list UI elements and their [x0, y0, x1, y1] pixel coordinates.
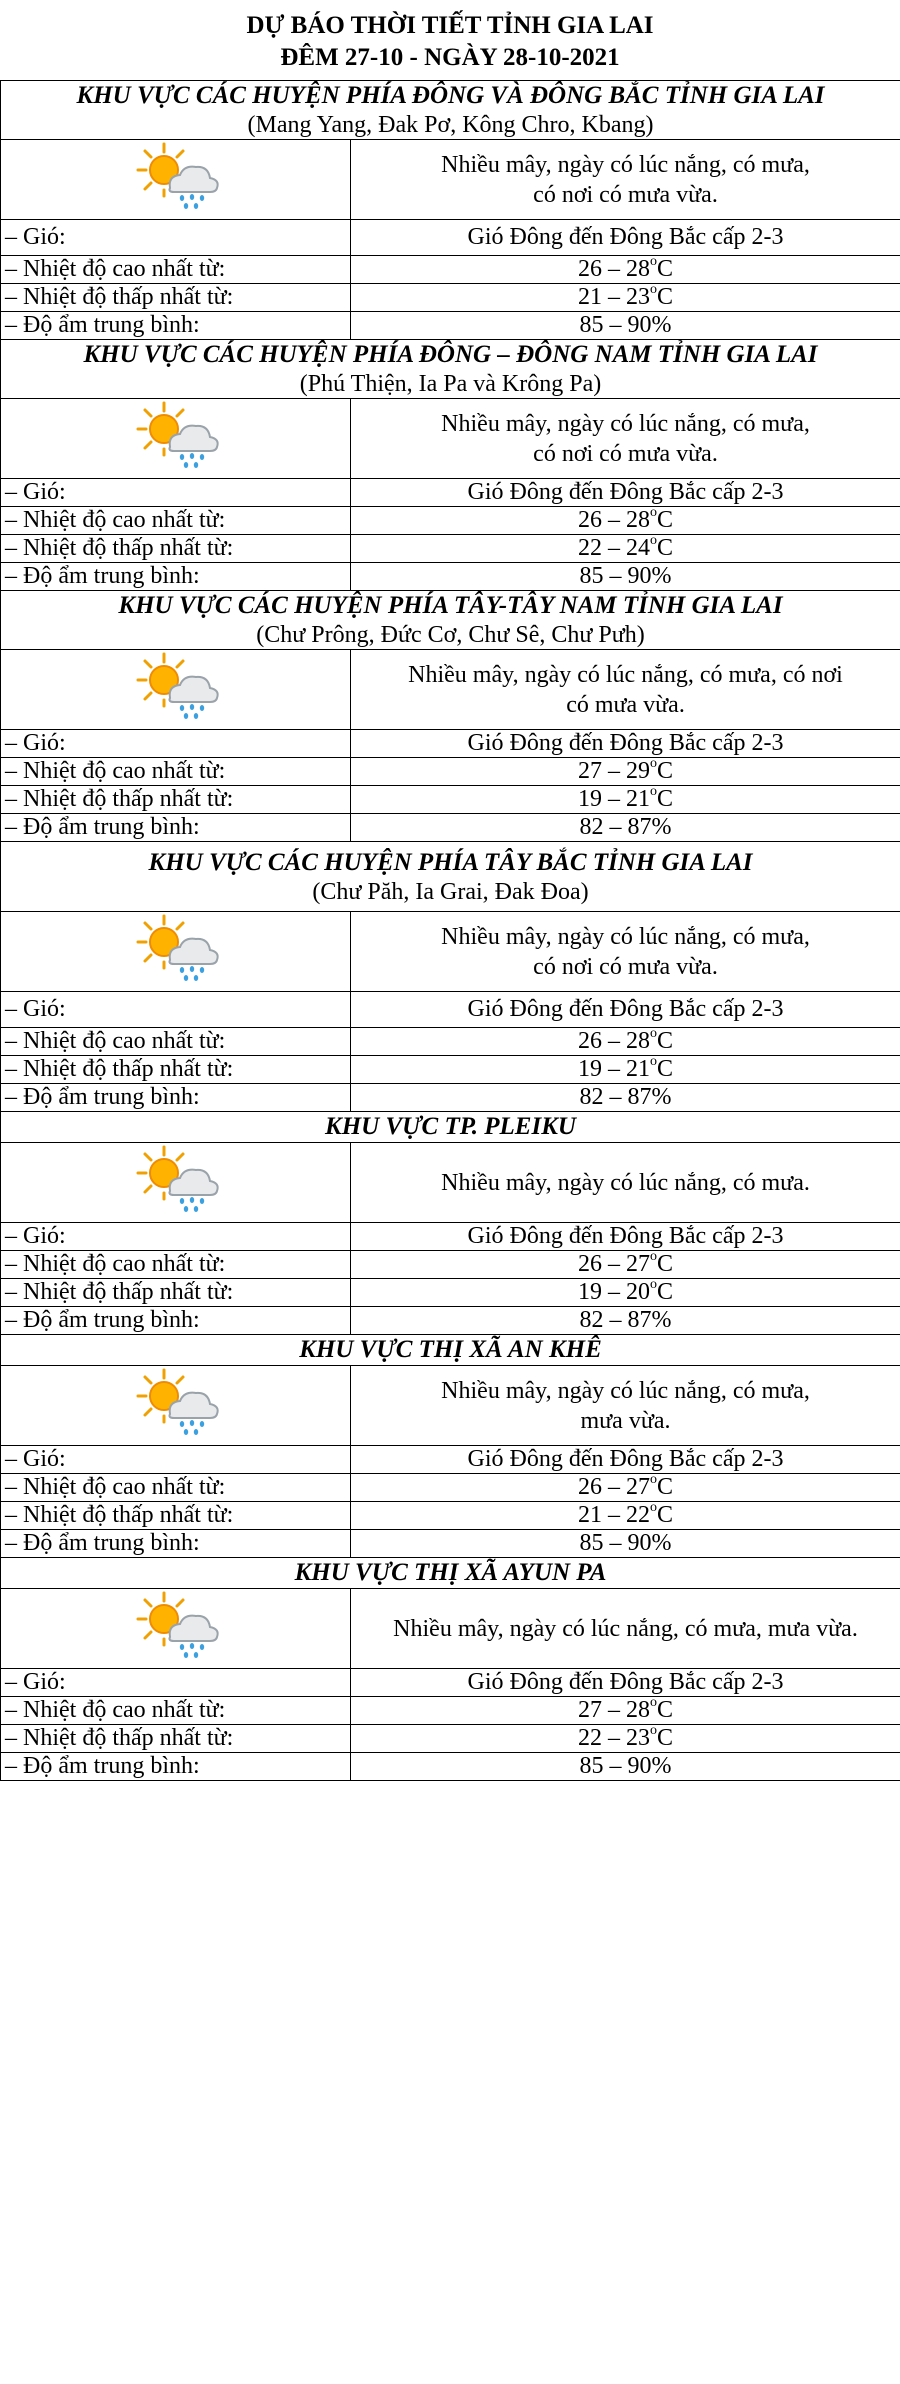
wind-row — [1, 1669, 900, 1697]
region-title: KHU VỰC TP. PLEIKU — [325, 1113, 576, 1140]
region-header-row — [1, 1335, 900, 1366]
min-temp-value — [351, 1279, 900, 1307]
degree-sup: o — [650, 1249, 657, 1264]
humidity-label: – Độ ẩm trung bình: — [1, 1084, 351, 1112]
min-temp-range: 21 – 23 — [578, 284, 650, 310]
weather-desc-line-1: Nhiều mây, ngày có lúc nắng, có mưa, — [441, 410, 810, 437]
min-temp-value — [351, 786, 900, 814]
region-header — [1, 842, 900, 912]
weather-icon-cell — [1, 1589, 351, 1669]
region-subtitle: (Phú Thiện, Ia Pa và Krông Pa) — [299, 371, 602, 397]
partly-sunny-rain-icon — [130, 1143, 222, 1215]
degree-sup: o — [650, 1723, 657, 1738]
partly-sunny-rain-icon — [130, 1366, 222, 1438]
humidity-row — [1, 1084, 900, 1112]
wind-label: – Gió: — [1, 730, 351, 758]
min-temp-row — [1, 1279, 900, 1307]
humidity-row — [1, 1307, 900, 1335]
max-temp-label: – Nhiệt độ cao nhất từ: — [1, 1474, 351, 1502]
min-temp-row — [1, 535, 900, 563]
min-temp-value — [351, 1056, 900, 1084]
temp-unit: C — [657, 1474, 674, 1500]
wind-value: Gió Đông đến Đông Bắc cấp 2-3 — [351, 1669, 900, 1697]
max-temp-value — [351, 1697, 900, 1725]
wind-value: Gió Đông đến Đông Bắc cấp 2-3 — [351, 730, 900, 758]
weather-icon-cell — [1, 1143, 351, 1223]
max-temp-range: 27 – 28 — [578, 1697, 650, 1723]
wind-label: – Gió: — [1, 1446, 351, 1474]
min-temp-row — [1, 1056, 900, 1084]
min-temp-value — [351, 1725, 900, 1753]
degree-sup: o — [650, 1695, 657, 1710]
wind-row — [1, 220, 900, 256]
min-temp-label: – Nhiệt độ thấp nhất từ: — [1, 1279, 351, 1307]
weather-desc-line-1: Nhiều mây, ngày có lúc nắng, có mưa, — [441, 151, 810, 178]
wind-label: – Gió: — [1, 479, 351, 507]
weather-desc-line-2: có nơi có mưa vừa. — [533, 181, 718, 208]
region-header — [1, 340, 900, 399]
max-temp-range: 26 – 28 — [578, 256, 650, 282]
max-temp-row — [1, 1251, 900, 1279]
weather-icon-cell — [1, 140, 351, 220]
weather-desc-line-1: Nhiều mây, ngày có lúc nắng, có mưa, — [441, 923, 810, 950]
region-header — [1, 81, 900, 140]
weather-row — [1, 912, 900, 992]
max-temp-value — [351, 1474, 900, 1502]
wind-row — [1, 1223, 900, 1251]
wind-value: Gió Đông đến Đông Bắc cấp 2-3 — [351, 220, 900, 256]
humidity-value: 85 – 90% — [351, 563, 900, 591]
temp-unit: C — [657, 256, 674, 282]
max-temp-value — [351, 1028, 900, 1056]
min-temp-row — [1, 1502, 900, 1530]
max-temp-label: – Nhiệt độ cao nhất từ: — [1, 758, 351, 786]
humidity-label: – Độ ẩm trung bình: — [1, 1307, 351, 1335]
min-temp-range: 19 – 21 — [578, 786, 650, 812]
degree-sup: o — [650, 1500, 657, 1515]
region-header-row — [1, 842, 900, 912]
min-temp-range: 22 – 24 — [578, 535, 650, 561]
weather-row — [1, 399, 900, 479]
weather-description — [351, 140, 900, 220]
temp-unit: C — [657, 1056, 674, 1082]
wind-value: Gió Đông đến Đông Bắc cấp 2-3 — [351, 1446, 900, 1474]
wind-row — [1, 479, 900, 507]
min-temp-label: – Nhiệt độ thấp nhất từ: — [1, 1725, 351, 1753]
max-temp-label: – Nhiệt độ cao nhất từ: — [1, 1251, 351, 1279]
min-temp-label: – Nhiệt độ thấp nhất từ: — [1, 1056, 351, 1084]
region-header-row — [1, 340, 900, 399]
partly-sunny-rain-icon — [130, 650, 222, 722]
region-header — [1, 1335, 900, 1366]
weather-icon-cell — [1, 1366, 351, 1446]
wind-value: Gió Đông đến Đông Bắc cấp 2-3 — [351, 992, 900, 1028]
region-title: KHU VỰC CÁC HUYỆN PHÍA TÂY-TÂY NAM TỈNH GIA LAI — [118, 592, 783, 619]
degree-sup: o — [650, 1277, 657, 1292]
min-temp-value — [351, 1502, 900, 1530]
partly-sunny-rain-icon — [130, 912, 222, 984]
wind-row — [1, 730, 900, 758]
humidity-row — [1, 1530, 900, 1558]
max-temp-value — [351, 256, 900, 284]
humidity-value: 85 – 90% — [351, 1753, 900, 1781]
humidity-row — [1, 563, 900, 591]
humidity-label: – Độ ẩm trung bình: — [1, 1753, 351, 1781]
region-header — [1, 1112, 900, 1143]
max-temp-label: – Nhiệt độ cao nhất từ: — [1, 1028, 351, 1056]
weather-row — [1, 1589, 900, 1669]
wind-label: – Gió: — [1, 1223, 351, 1251]
min-temp-label: – Nhiệt độ thấp nhất từ: — [1, 535, 351, 563]
min-temp-value — [351, 535, 900, 563]
max-temp-range: 26 – 27 — [578, 1251, 650, 1277]
temp-unit: C — [657, 1028, 674, 1054]
temp-unit: C — [657, 1251, 674, 1277]
region-header-row — [1, 1112, 900, 1143]
weather-description — [351, 1589, 900, 1669]
humidity-row — [1, 1753, 900, 1781]
temp-unit: C — [657, 758, 674, 784]
weather-description — [351, 1366, 900, 1446]
humidity-label: – Độ ẩm trung bình: — [1, 563, 351, 591]
humidity-label: – Độ ẩm trung bình: — [1, 814, 351, 842]
min-temp-range: 19 – 20 — [578, 1279, 650, 1305]
region-header-row — [1, 591, 900, 650]
region-header-row — [1, 81, 900, 140]
min-temp-row — [1, 284, 900, 312]
weather-desc-line-2: mưa vừa. — [580, 1407, 671, 1434]
degree-sup: o — [650, 505, 657, 520]
min-temp-range: 19 – 21 — [578, 1056, 650, 1082]
report-date: ĐÊM 27-10 - NGÀY 28-10-2021 — [280, 44, 620, 71]
weather-desc-line-1: Nhiều mây, ngày có lúc nắng, có mưa, mưa vừa. — [393, 1615, 858, 1642]
temp-unit: C — [657, 1697, 674, 1723]
degree-sup: o — [650, 784, 657, 799]
region-title: KHU VỰC CÁC HUYỆN PHÍA ĐÔNG – ĐÔNG NAM TỈNH GIA LAI — [83, 341, 818, 368]
humidity-value: 82 – 87% — [351, 1307, 900, 1335]
weather-row — [1, 140, 900, 220]
region-title: KHU VỰC THỊ XÃ AN KHÊ — [299, 1336, 602, 1363]
temp-unit: C — [657, 1279, 674, 1305]
partly-sunny-rain-icon — [130, 1589, 222, 1661]
max-temp-value — [351, 507, 900, 535]
min-temp-row — [1, 1725, 900, 1753]
humidity-value: 85 – 90% — [351, 1530, 900, 1558]
weather-description — [351, 650, 900, 730]
wind-label: – Gió: — [1, 992, 351, 1028]
weather-desc-line-1: Nhiều mây, ngày có lúc nắng, có mưa. — [441, 1169, 810, 1196]
max-temp-range: 26 – 28 — [578, 1028, 650, 1054]
min-temp-label: – Nhiệt độ thấp nhất từ: — [1, 284, 351, 312]
degree-sup: o — [650, 1472, 657, 1487]
weather-icon-cell — [1, 650, 351, 730]
max-temp-label: – Nhiệt độ cao nhất từ: — [1, 507, 351, 535]
max-temp-value — [351, 758, 900, 786]
wind-value: Gió Đông đến Đông Bắc cấp 2-3 — [351, 479, 900, 507]
report-header — [0, 0, 900, 80]
humidity-value: 82 – 87% — [351, 1084, 900, 1112]
wind-row — [1, 1446, 900, 1474]
weather-row — [1, 1366, 900, 1446]
min-temp-row — [1, 786, 900, 814]
min-temp-label: – Nhiệt độ thấp nhất từ: — [1, 1502, 351, 1530]
region-subtitle: (Chư Păh, Ia Grai, Đak Đoa) — [312, 878, 589, 905]
region-header — [1, 1558, 900, 1589]
weather-description — [351, 1143, 900, 1223]
region-header-row — [1, 1558, 900, 1589]
min-temp-label: – Nhiệt độ thấp nhất từ: — [1, 786, 351, 814]
humidity-value: 82 – 87% — [351, 814, 900, 842]
temp-unit: C — [657, 284, 674, 310]
region-subtitle: (Chư Prông, Đức Cơ, Chư Sê, Chư Pưh) — [256, 622, 645, 648]
weather-desc-line-2: có mưa vừa. — [566, 691, 685, 718]
report-title: DỰ BÁO THỜI TIẾT TỈNH GIA LAI — [246, 12, 654, 39]
max-temp-row — [1, 256, 900, 284]
degree-sup: o — [650, 1054, 657, 1069]
humidity-row — [1, 312, 900, 340]
weather-row — [1, 650, 900, 730]
max-temp-range: 26 – 27 — [578, 1474, 650, 1500]
region-header — [1, 591, 900, 650]
max-temp-row — [1, 1697, 900, 1725]
max-temp-row — [1, 507, 900, 535]
temp-unit: C — [657, 786, 674, 812]
max-temp-range: 26 – 28 — [578, 507, 650, 533]
weather-desc-line-2: có nơi có mưa vừa. — [533, 440, 718, 467]
region-title: KHU VỰC THỊ XÃ AYUN PA — [294, 1559, 607, 1586]
min-temp-range: 21 – 22 — [578, 1502, 650, 1528]
weather-desc-line-2: có nơi có mưa vừa. — [533, 953, 718, 980]
forecast-table — [0, 80, 900, 1781]
region-title: KHU VỰC CÁC HUYỆN PHÍA ĐÔNG VÀ ĐÔNG BẮC TỈNH GIA LAI — [76, 82, 825, 109]
degree-sup: o — [650, 756, 657, 771]
weather-description — [351, 399, 900, 479]
min-temp-value — [351, 284, 900, 312]
region-title: KHU VỰC CÁC HUYỆN PHÍA TÂY BẮC TỈNH GIA LAI — [148, 848, 753, 876]
wind-label: – Gió: — [1, 1669, 351, 1697]
humidity-label: – Độ ẩm trung bình: — [1, 312, 351, 340]
max-temp-value — [351, 1251, 900, 1279]
min-temp-range: 22 – 23 — [578, 1725, 650, 1751]
weather-desc-line-1: Nhiều mây, ngày có lúc nắng, có mưa, có nơi — [408, 661, 843, 688]
weather-icon-cell — [1, 399, 351, 479]
wind-row — [1, 992, 900, 1028]
wind-value: Gió Đông đến Đông Bắc cấp 2-3 — [351, 1223, 900, 1251]
max-temp-row — [1, 1028, 900, 1056]
degree-sup: o — [650, 1026, 657, 1041]
weather-icon-cell — [1, 912, 351, 992]
temp-unit: C — [657, 507, 674, 533]
max-temp-label: – Nhiệt độ cao nhất từ: — [1, 256, 351, 284]
partly-sunny-rain-icon — [130, 140, 222, 212]
degree-sup: o — [650, 533, 657, 548]
partly-sunny-rain-icon — [130, 399, 222, 471]
humidity-value: 85 – 90% — [351, 312, 900, 340]
max-temp-row — [1, 1474, 900, 1502]
max-temp-row — [1, 758, 900, 786]
region-subtitle: (Mang Yang, Đak Pơ, Kông Chro, Kbang) — [247, 112, 654, 138]
degree-sup: o — [650, 254, 657, 269]
temp-unit: C — [657, 535, 674, 561]
degree-sup: o — [650, 282, 657, 297]
wind-label: – Gió: — [1, 220, 351, 256]
humidity-row — [1, 814, 900, 842]
weather-row — [1, 1143, 900, 1223]
weather-desc-line-1: Nhiều mây, ngày có lúc nắng, có mưa, — [441, 1377, 810, 1404]
max-temp-label: – Nhiệt độ cao nhất từ: — [1, 1697, 351, 1725]
max-temp-range: 27 – 29 — [578, 758, 650, 784]
temp-unit: C — [657, 1725, 674, 1751]
temp-unit: C — [657, 1502, 674, 1528]
humidity-label: – Độ ẩm trung bình: — [1, 1530, 351, 1558]
weather-description — [351, 912, 900, 992]
